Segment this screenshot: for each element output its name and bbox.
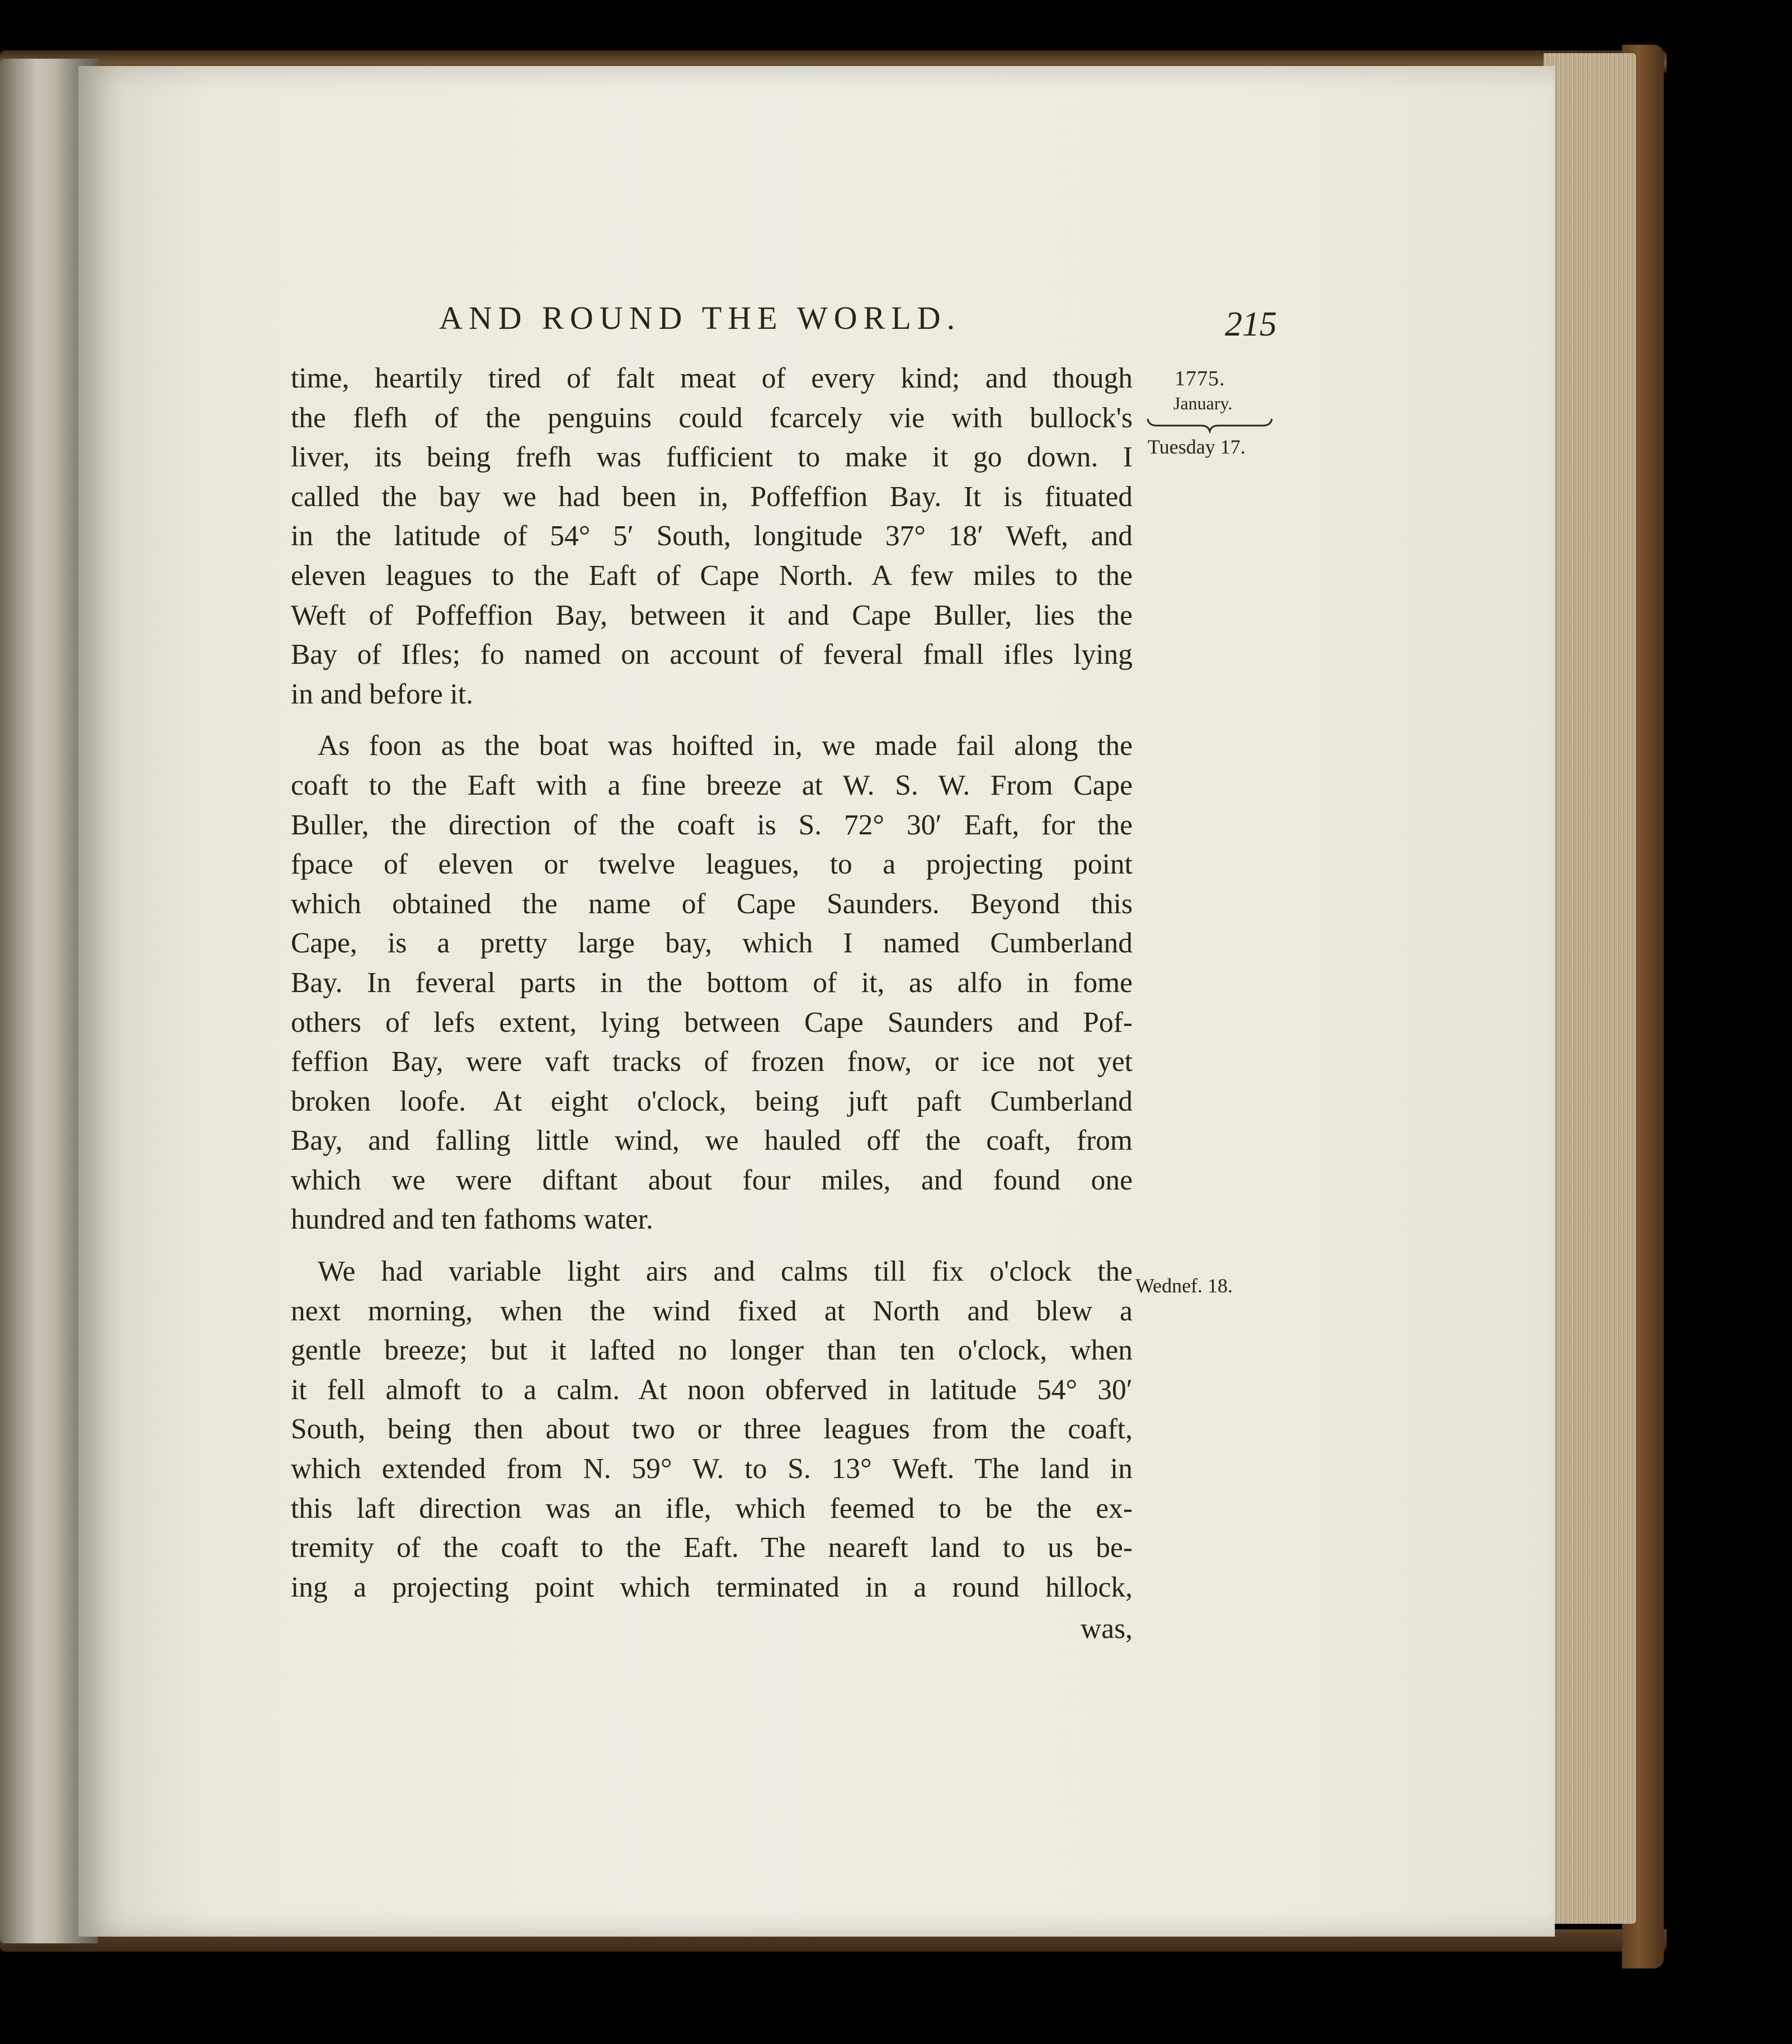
text-line: called the bay we had been in, Poffeffion Bay. It is fituated xyxy=(291,480,1133,513)
text-line: South, being then about two or three leagues from the coaft, xyxy=(291,1413,1133,1446)
text-line: the flefh of the penguins could fcarcely vie with bullock's xyxy=(291,402,1133,434)
text-line: time, heartily tired of falt meat of every kind; and though xyxy=(291,362,1133,394)
page-fore-edge xyxy=(1544,53,1636,1924)
text-line: broken loofe. At eight o'clock, being juft paft Cumberland xyxy=(291,1085,1133,1117)
body-text xyxy=(291,359,1133,1649)
text-line: Bay of Ifles; fo named on account of feveral fmall ifles lying xyxy=(291,639,1133,671)
text-line: ing a projecting point which terminated in a round hillock, xyxy=(291,1571,1133,1603)
text-line: Cape, is a pretty large bay, which I named Cumberland xyxy=(291,927,1133,960)
text-line: it fell almoft to a calm. At noon obferved in latitude 54° 30′ xyxy=(291,1373,1133,1406)
text-line: liver, its being frefh was fufficient to make it go down. I xyxy=(291,441,1133,474)
page-number: 215 xyxy=(1225,305,1277,343)
text-line: which obtained the name of Cape Saunders. Beyond this xyxy=(291,888,1133,920)
text-line: fpace of eleven or twelve leagues, to a projecting point xyxy=(291,848,1133,881)
text-line: in the latitude of 54° 5′ South, longitude 37° 18′ Weft, and xyxy=(291,520,1133,553)
text-line: We had variable light airs and calms till fix o'clock the xyxy=(318,1255,1133,1288)
text-line: tremity of the coaft to the Eaft. The neareft land to us be- xyxy=(291,1532,1133,1564)
catchword: was, xyxy=(1081,1613,1133,1645)
text-line: gentle breeze; but it lafted no longer than ten o'clock, when xyxy=(291,1334,1133,1367)
text-line: in and before it. xyxy=(291,678,474,710)
running-head: AND ROUND THE WORLD. xyxy=(439,300,961,336)
margin-note-month: January. xyxy=(1173,393,1233,413)
margin-note-year: 1775. xyxy=(1175,367,1225,390)
text-line: this laft direction was an ifle, which feemed to be the ex- xyxy=(291,1492,1133,1524)
text-line: Bay. In feveral parts in the bottom of it, as alfo in fome xyxy=(291,966,1133,999)
text-line: Buller, the direction of the coaft is S. 72° 30′ Eaft, for the xyxy=(291,809,1133,841)
text-line: As foon as the boat was hoifted in, we made fail along the xyxy=(318,730,1133,762)
margin-brace xyxy=(1145,417,1274,433)
text-line: which extended from N. 59° W. to S. 13° Weft. The land in xyxy=(291,1453,1133,1485)
text-line: others of lefs extent, lying between Cape Saunders and Pof- xyxy=(291,1006,1133,1038)
text-line: eleven leagues to the Eaft of Cape North. A few miles to the xyxy=(291,559,1133,592)
text-line: which we were diftant about four miles, and found one xyxy=(291,1164,1133,1196)
text-line: Bay, and falling little wind, we hauled off the coaft, from xyxy=(291,1125,1133,1157)
margin-note-wednesday: Wednef. 18. xyxy=(1135,1274,1233,1297)
text-line: feffion Bay, were vaft tracks of frozen fnow, or ice not yet xyxy=(291,1046,1133,1078)
text-line: Weft of Poffeffion Bay, between it and Cape Buller, lies the xyxy=(291,599,1133,631)
margin-note-tuesday: Tuesday 17. xyxy=(1148,436,1246,458)
text-line: next morning, when the wind fixed at North and blew a xyxy=(291,1295,1133,1327)
text-line: coaft to the Eaft with a fine breeze at W. S. W. From Cape xyxy=(291,769,1133,801)
text-line: hundred and ten fathoms water. xyxy=(291,1203,653,1236)
